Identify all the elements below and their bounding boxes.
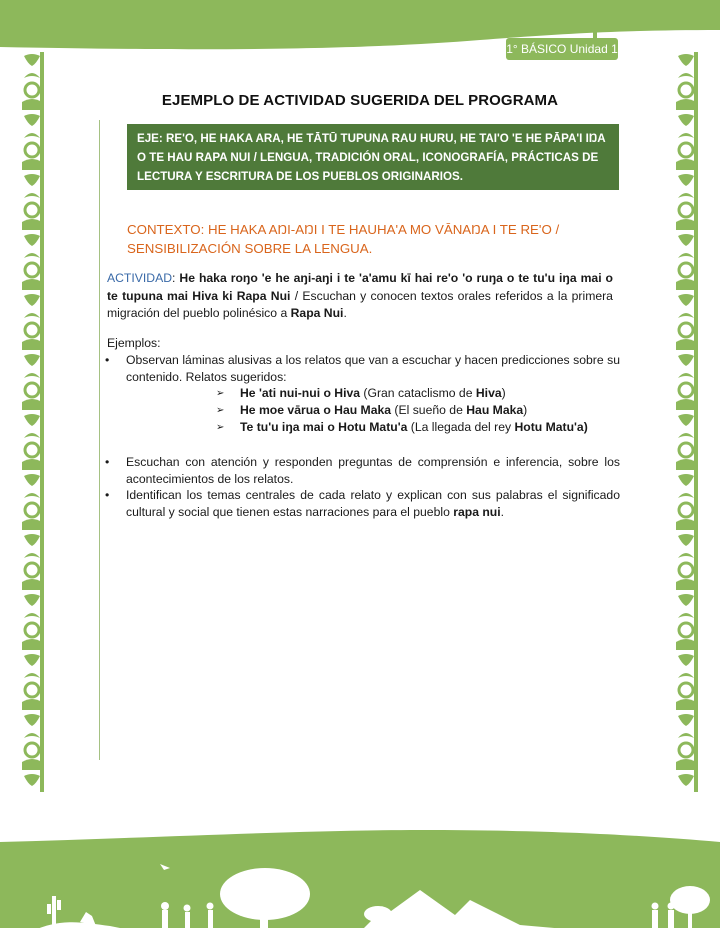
arrow-bullet-icon: ➢ — [216, 422, 225, 433]
story-title: He moe vārua o Hau Maka — [240, 403, 392, 417]
spacer — [107, 436, 620, 454]
examples-list — [107, 352, 620, 520]
story-translation: (El sueño de — [391, 403, 467, 417]
arrow-bullet-icon: ➢ — [216, 388, 225, 399]
story-item — [216, 419, 620, 436]
arrow-bullet-icon: ➢ — [216, 405, 225, 416]
story-translation-bold: Hiva — [475, 386, 502, 400]
activity-label: ACTIVIDAD — [107, 271, 173, 285]
bullet-icon: • — [105, 353, 110, 367]
story-translation-end: ) — [501, 386, 506, 400]
page-title: EJEMPLO DE ACTIVIDAD SUGERIDA DEL PROGRAMA — [161, 92, 559, 109]
axis-box: EJE: RE'O, HE HAKA ARA, HE TĀTŪ TUPUNA RAU HURU, HE TAI'O 'E HE PĀPA'I IŊA O TE HAU RAPA NUI / LENGUA, TRADICIÓN ORAL, ICONOGRAFÍA, PRÁCTICAS DE LECTURA Y ESCRITURA DE LOS PUEBLOS ORIGINARIOS. — [127, 124, 619, 190]
bullet-icon: • — [105, 455, 110, 469]
list-item-text: Escuchan con atención y responden preguntas de comprensión e inferencia, sobre los acontecimientos de los relatos. — [126, 455, 620, 486]
list-item-text: Identifican los temas centrales de cada relato y explican con sus palabras el significado cultural y social que tienen estas narraciones para el pueblo — [126, 488, 620, 519]
activity-colon: : — [172, 271, 180, 285]
story-title: He 'ati nui-nui o Hiva — [240, 386, 361, 400]
story-translation-bold: Hau Maka — [466, 403, 524, 417]
left-ornament-border — [20, 52, 44, 792]
list-item — [107, 487, 620, 520]
story-translation: (La llegada del rey — [407, 420, 515, 434]
stories-list — [216, 385, 620, 436]
list-item — [107, 352, 620, 385]
activity-title-rapanui: He haka roŋo 'e he aŋi-aŋi i te 'a'amu kī hai re'o 'o ruŋa o te tu'u iŋa mai o te tupuna mai Hiva ki Rapa Nui — [107, 271, 614, 303]
story-item — [216, 402, 620, 419]
list-item-text: Observan láminas alusivas a los relatos que van a escuchar y hacen predicciones sobre su contenido. Relatos sugeridos: — [126, 353, 620, 384]
activity-separator: / — [290, 288, 303, 303]
activity-description-end: . — [343, 306, 347, 320]
story-item — [216, 385, 620, 402]
context-heading: CONTEXTO: HE HAKA AŊI-AŊI I TE HAUHA'A MO VĀNAŊA I TE RE'O / SENSIBILIZACIÓN SOBRE LA LENGUA. — [127, 222, 560, 256]
bullet-icon: • — [105, 488, 110, 502]
margin-line — [99, 120, 100, 760]
right-ornament-border — [674, 52, 698, 792]
list-item — [107, 454, 620, 487]
examples-label: Ejemplos: — [107, 336, 161, 350]
story-translation-end: ) — [523, 403, 528, 417]
bottom-landscape-banner — [0, 830, 720, 932]
list-item-end: . — [500, 504, 505, 519]
story-translation: (Gran cataclismo de — [360, 386, 476, 400]
activity-description-bold: Rapa Nui — [290, 306, 344, 320]
story-title: Te tu'u iŋa mai o Hotu Matu'a — [240, 420, 408, 434]
activity-paragraph — [107, 270, 613, 323]
grade-badge: 1° BÁSICO Unidad 1 — [506, 38, 618, 60]
list-item-bold: rapa nui — [453, 504, 501, 519]
story-translation-bold: Hotu Matu'a) — [514, 420, 588, 434]
activity-description: Escuchan y conocen textos orales referidos a la primera migración del pueblo polinésico a — [107, 288, 613, 320]
